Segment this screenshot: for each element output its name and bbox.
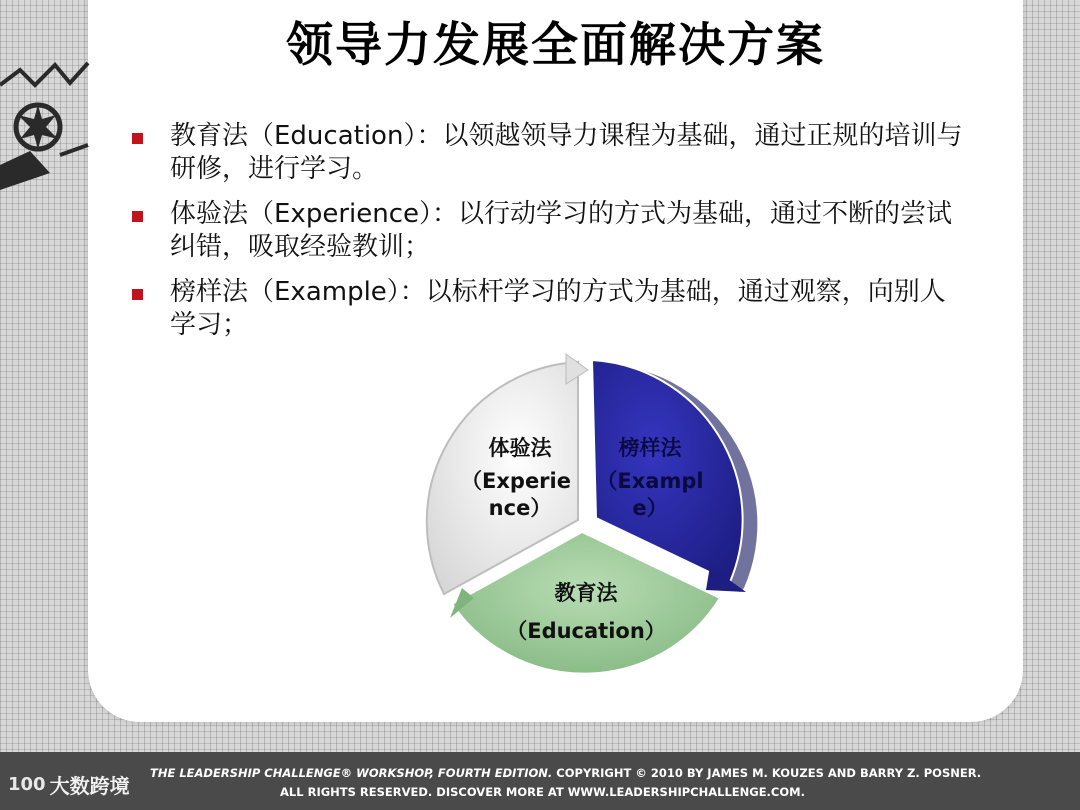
label-experience-1: 体验法 xyxy=(488,436,552,460)
label-education-2: （Education） xyxy=(506,619,666,643)
label-experience-3: nce） xyxy=(488,496,552,520)
label-education-1: 教育法 xyxy=(554,581,618,605)
bullet-square-icon xyxy=(132,133,143,144)
bullet-text: 教育法（Education）：以领越领导力课程为基础，通过正规的培训与研修，进行学习。 xyxy=(170,121,963,184)
bullet-text: 体验法（Experience）：以行动学习的方式为基础，通过不断的尝试纠错，吸取经验教训； xyxy=(170,199,952,262)
footer-workshop-title: THE LEADERSHIP CHALLENGE® WORKSHOP, FOURTH EDITION. xyxy=(150,766,553,780)
bullet-text: 榜样法（Example）：以标杆学习的方式为基础，通过观察，向别人学习； xyxy=(170,277,946,340)
bullet-square-icon xyxy=(132,289,143,300)
bullet-square-icon xyxy=(132,211,143,222)
logo-mark: 100 xyxy=(8,774,46,795)
brand-logo xyxy=(8,770,130,799)
page-title: 领导力发展全面解决方案 xyxy=(286,18,825,73)
footer-copyright-text: COPYRIGHT © 2010 BY JAMES M. KOUZES AND BARRY Z. POSNER. xyxy=(552,766,982,780)
footer-bar xyxy=(0,752,1080,810)
label-example-2: （Exampl xyxy=(596,469,704,493)
bullet-education xyxy=(128,120,968,186)
logo-text: 大数跨境 xyxy=(49,774,130,798)
footer-copyright xyxy=(150,766,1080,780)
bullet-list xyxy=(128,120,968,354)
label-example-1: 榜样法 xyxy=(618,436,682,460)
label-example-3: e） xyxy=(632,496,668,520)
label-experience-2: （Experie xyxy=(461,469,571,493)
corner-decoration-icon xyxy=(0,55,92,195)
bullet-example xyxy=(128,276,968,342)
cycle-diagram xyxy=(410,350,760,700)
bullet-experience xyxy=(128,198,968,264)
footer-rights: ALL RIGHTS RESERVED. DISCOVER MORE AT WWW.LEADERSHIPCHALLENGE.COM. xyxy=(280,785,805,799)
